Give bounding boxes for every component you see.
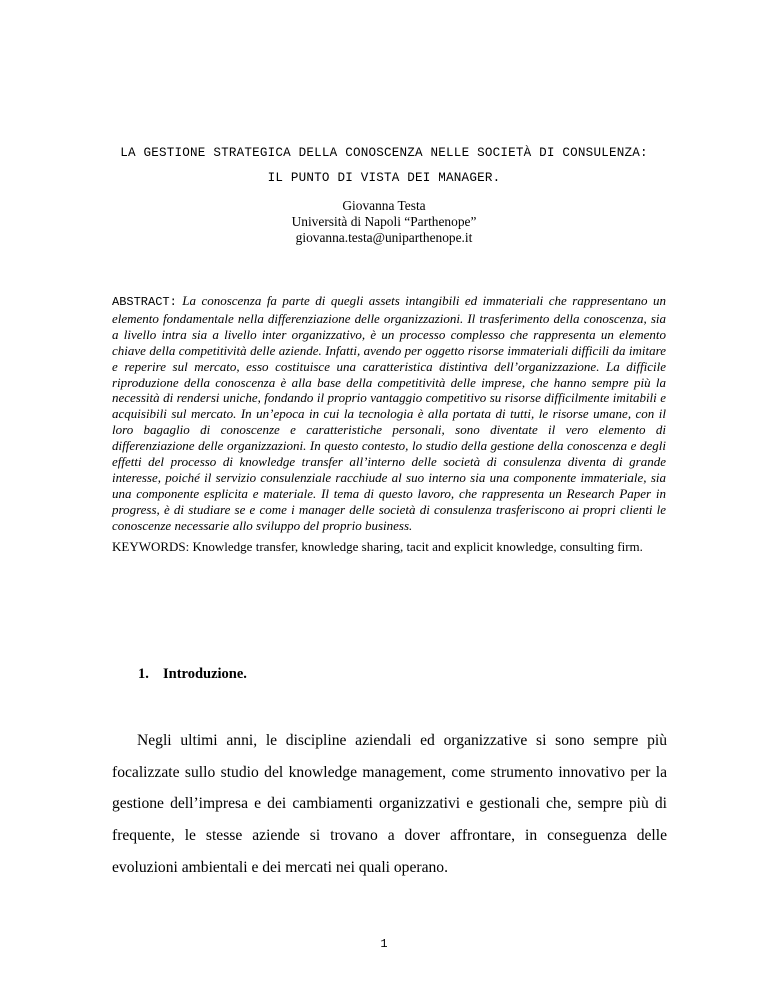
paper-title-line-2: IL PUNTO DI VISTA DEI MANAGER. [267, 171, 501, 185]
section-heading [138, 666, 247, 683]
abstract [112, 293, 666, 534]
author-affiliation: Università di Napoli “Parthenope” [291, 214, 477, 229]
page-number: 1 [380, 937, 388, 951]
paper-title-line-1: LA GESTIONE STRATEGICA DELLA CONOSCENZA NELLE SOCIETÀ DI CONSULENZA: [120, 146, 648, 160]
abstract-label: ABSTRACT: [112, 295, 177, 309]
body-paragraph: Negli ultimi anni, le discipline aziendali ed organizzative si sono sempre più focalizzate sullo studio del knowledge management, come strumento innovativo per la gestione dell’impresa e dei cambiamenti organizzativi e gestionali che, sempre più di frequente, le stesse aziende si trovano a dover affrontare, in conseguenza delle evoluzioni ambientali e dei mercati nei quali operano. [112, 732, 667, 876]
section-title: Introduzione. [163, 666, 247, 682]
author-name: Giovanna Testa [342, 198, 426, 213]
author-email: giovanna.testa@uniparthenope.it [295, 230, 473, 245]
abstract-text: La conoscenza fa parte di quegli assets intangibili ed immateriali che rappresentano un elemento fondamentale nella differenziazione delle organizzazioni. Il trasferimento della conoscenza, sia a livello intra sia a livello inter organizzativo, è un processo complesso che rappresenta un elemento chiave della competitività delle aziende. Infatti, avendo per oggetto risorse immateriali difficili da imitare e reperire sul mercato, esso costituisce una caratteristica distintiva dell’organizzazione. La difficile riproduzione della conoscenza è alla base della competitività delle imprese, che hanno sempre più la necessità di rendersi uniche, fondando il proprio vantaggio competitivo su risorse difficilmente imitabili e acquisibili sul mercato. In un’epoca in cui la tecnologia è alla portata di tutti, le risorse umane, con il loro bagaglio di conoscenze e caratteristiche personali, sono diventate il vero elemento di differenziazione delle organizzazioni. In questo contesto, lo studio della gestione della conoscenza e degli effetti del processo di knowledge transfer all’interno delle società di consulenza diventa di grande interesse, poiché il servizio consulenziale racchiude al suo interno sia una componente immateriale, sia una componente esplicita e materiale. Il tema di questo lavoro, che rappresenta un Research Paper in progress, è di studiare se e come i manager delle società di consulenza trasferiscono ai propri clienti le conoscenze necessarie allo sviluppo del proprio business. [112, 293, 666, 533]
keywords: KEYWORDS: Knowledge transfer, knowledge sharing, tacit and explicit knowledge, consulting firm. [112, 539, 643, 554]
section-number: 1. [138, 666, 149, 682]
